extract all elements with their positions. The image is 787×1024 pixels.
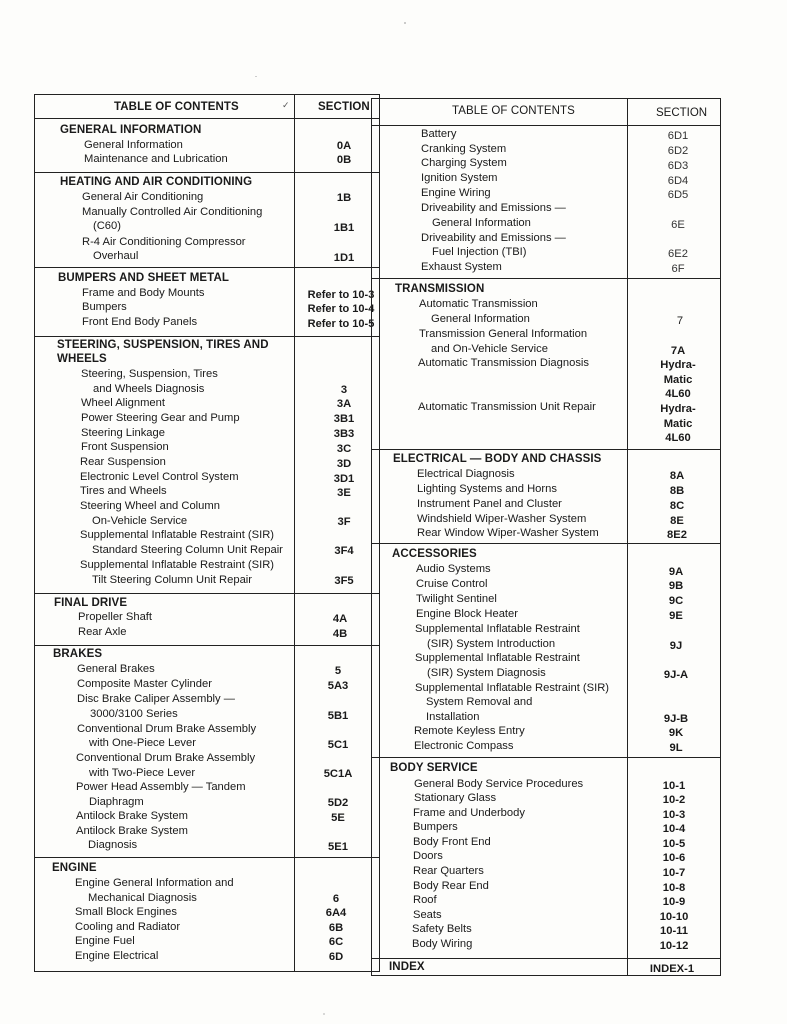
toc-entry-section: 9B — [668, 580, 684, 592]
toc-entry-label: Power Head Assembly — Tandem — [76, 781, 246, 793]
toc-entry-label: General Air Conditioning — [82, 191, 204, 203]
toc-entry-section-cont: 4L60 — [665, 388, 691, 400]
toc-entry-section: 8A — [669, 470, 685, 482]
toc-entry-label: Electronic Compass — [414, 740, 514, 752]
toc-entry-label: Steering Wheel and Column — [80, 500, 220, 512]
toc-entry-label: Doors — [413, 850, 443, 862]
toc-entry-label: Antilock Brake System — [76, 825, 188, 837]
toc-entry-label: Steering, Suspension, Tires — [81, 368, 218, 380]
toc-entry-section-cont: 4L60 — [665, 432, 691, 444]
toc-entry-section: 3D1 — [333, 473, 355, 485]
toc-entry-section: 0A — [336, 140, 352, 152]
toc-entry-section: 10-5 — [662, 838, 686, 850]
toc-entry-section: 6D5 — [667, 189, 689, 201]
toc-entry-section: 6D3 — [667, 160, 689, 172]
toc-entry-section: Hydra- — [660, 403, 696, 415]
toc-entry-label: General Information — [84, 139, 183, 151]
toc-entry-section: Refer to 10-4 — [307, 303, 375, 315]
toc-entry-label: Seats — [413, 909, 442, 921]
left-rule-bumpers — [34, 267, 380, 268]
toc-entry-section: 3F — [337, 516, 351, 528]
toc-entry-label: Tires and Wheels — [80, 485, 167, 497]
toc-entry-section: 6F — [671, 263, 685, 275]
toc-entry-section: 6D4 — [667, 175, 689, 187]
index-section: INDEX-1 — [649, 963, 695, 975]
toc-entry-section: 5 — [334, 665, 342, 677]
toc-entry-label: Charging System — [421, 157, 507, 169]
toc-entry-label: Audio Systems — [416, 563, 491, 575]
right-rule-electrical — [371, 449, 721, 450]
toc-entry-section: 3B3 — [333, 428, 355, 440]
toc-entry-label-cont: Diagnosis — [88, 839, 138, 851]
toc-entry-section: 9A — [668, 566, 684, 578]
toc-entry-section: 5E — [331, 812, 345, 824]
toc-entry-label: Rear Suspension — [80, 456, 166, 468]
toc-entry-section: 9K — [668, 727, 684, 739]
toc-entry-label: Cranking System — [421, 143, 507, 155]
toc-entry-label-cont: (C60) — [93, 220, 121, 232]
toc-entry-label: Safety Belts — [412, 923, 472, 935]
toc-entry-section: 5A3 — [327, 680, 349, 692]
toc-entry-label: Supplemental Inflatable Restraint (SIR) — [415, 682, 610, 694]
right-rule-index — [371, 958, 721, 959]
toc-entry-label: Windshield Wiper-Washer System — [417, 513, 587, 525]
toc-entry-section: 10-2 — [662, 794, 686, 806]
toc-entry-label: Engine Electrical — [75, 950, 159, 962]
toc-entry-section: 8B — [669, 485, 685, 497]
toc-entry-section: 10-4 — [662, 823, 686, 835]
toc-entry-label: Engine Fuel — [75, 935, 135, 947]
toc-entry-label: General Brakes — [77, 663, 155, 675]
toc-entry-label-cont: with Two-Piece Lever — [89, 767, 196, 779]
toc-entry-label: Remote Keyless Entry — [414, 725, 525, 737]
toc-entry-label: Ignition System — [421, 172, 498, 184]
toc-entry-label-cont: Tilt Steering Column Unit Repair — [92, 574, 253, 586]
toc-entry-section: 6A4 — [325, 907, 347, 919]
toc-entry-section: 10-12 — [659, 940, 689, 952]
left-header-rule — [34, 118, 380, 119]
toc-entry-label: Conventional Drum Brake Assembly — [76, 752, 256, 764]
toc-entry-section: 6D2 — [667, 145, 689, 157]
toc-entry-section: 6E2 — [668, 248, 688, 260]
toc-entry-label: Frame and Underbody — [413, 807, 525, 819]
toc-entry-section: 4A — [332, 613, 348, 625]
toc-entry-section: 7A — [670, 345, 686, 357]
toc-entry-label: Stationary Glass — [414, 792, 497, 804]
toc-entry-section: 9C — [668, 595, 684, 607]
toc-entry-label: Frame and Body Mounts — [82, 287, 205, 299]
toc-entry-label-cont: 3000/3100 Series — [90, 708, 178, 720]
toc-entry-section: 9J-A — [663, 669, 689, 681]
section-title-engine: ENGINE — [52, 862, 97, 874]
toc-entry-label: Composite Master Cylinder — [77, 678, 212, 690]
toc-entry-label: Engine Block Heater — [416, 608, 518, 620]
toc-entry-section: Refer to 10-5 — [307, 318, 375, 330]
toc-entry-label: Roof — [413, 894, 437, 906]
toc-entry-label: Rear Axle — [78, 626, 127, 638]
scan-speck — [255, 76, 257, 77]
toc-entry-label: Twilight Sentinel — [416, 593, 497, 605]
toc-entry-label: Electronic Level Control System — [80, 471, 239, 483]
toc-entry-label: Automatic Transmission Unit Repair — [418, 401, 596, 413]
toc-entry-label-cont: Installation — [426, 711, 480, 723]
toc-entry-section: 9L — [669, 742, 683, 754]
toc-entry-label: Engine General Information and — [75, 877, 234, 889]
toc-entry-section: 8E2 — [667, 529, 687, 541]
toc-entry-section: 3 — [340, 384, 348, 396]
right-header-rule — [371, 125, 721, 126]
toc-entry-section: Refer to 10-3 — [307, 289, 375, 301]
toc-entry-section: 9J — [669, 640, 683, 652]
section-title-accessories: ACCESSORIES — [392, 548, 477, 560]
toc-entry-label: Supplemental Inflatable Restraint — [415, 623, 580, 635]
toc-entry-section: 3D — [336, 458, 352, 470]
toc-entry-label: Manually Controlled Air Conditioning — [82, 206, 263, 218]
right-section-header: SECTION — [656, 107, 708, 119]
toc-entry-label: Cooling and Radiator — [75, 921, 181, 933]
toc-entry-label: Supplemental Inflatable Restraint (SIR) — [80, 559, 275, 571]
left-rule-engine — [34, 857, 380, 858]
toc-entry-section: 3C — [336, 443, 352, 455]
toc-entry-label: Bumpers — [413, 821, 458, 833]
index-label: INDEX — [389, 961, 425, 973]
toc-entry-label: Disc Brake Caliper Assembly — — [77, 693, 235, 705]
toc-entry-section: 1B — [336, 192, 352, 204]
toc-entry-label: Steering Linkage — [81, 427, 165, 439]
section-title-electrical: ELECTRICAL — BODY AND CHASSIS — [393, 453, 602, 465]
toc-entry-section: 6 — [332, 893, 340, 905]
toc-entry-section: 4B — [332, 628, 348, 640]
toc-entry-label: Propeller Shaft — [78, 611, 153, 623]
toc-entry-section: 3F5 — [334, 575, 354, 587]
toc-entry-section: 6B — [328, 922, 344, 934]
toc-entry-label: Engine Wiring — [421, 187, 491, 199]
toc-entry-label: Supplemental Inflatable Restraint — [415, 652, 580, 664]
section-title-general-information: GENERAL INFORMATION — [60, 124, 202, 136]
toc-entry-label: Antilock Brake System — [76, 810, 188, 822]
left-rule-brakes — [34, 645, 380, 646]
toc-entry-section: 10-1 — [662, 780, 686, 792]
toc-entry-label: Front End Body Panels — [82, 316, 198, 328]
toc-entry-section: 6C — [328, 936, 344, 948]
toc-entry-section: 5D2 — [327, 797, 349, 809]
toc-entry-section: 9E — [669, 610, 683, 622]
right-toc-header: TABLE OF CONTENTS — [452, 105, 575, 117]
toc-entry-section: 10-3 — [662, 809, 686, 821]
toc-entry-label: Rear Quarters — [413, 865, 484, 877]
scan-speck — [404, 22, 406, 24]
toc-entry-label: Front Suspension — [81, 441, 169, 453]
toc-entry-section: Hydra- — [660, 359, 696, 371]
toc-entry-section: 0B — [336, 154, 352, 166]
toc-entry-section: 10-11 — [660, 925, 688, 937]
toc-entry-label: Automatic Transmission Diagnosis — [418, 357, 589, 369]
toc-entry-label: Conventional Drum Brake Assembly — [77, 723, 257, 735]
toc-entry-section: 7 — [676, 315, 684, 327]
toc-entry-label-cont: Fuel Injection (TBI) — [432, 246, 527, 258]
toc-entry-section: 5C1 — [327, 739, 349, 751]
toc-entry-label: Automatic Transmission — [419, 298, 538, 310]
left-rule-heating — [34, 172, 380, 173]
toc-entry-section: 10-8 — [662, 882, 686, 894]
toc-entry-label-cont: On-Vehicle Service — [92, 515, 188, 527]
section-title-transmission: TRANSMISSION — [395, 283, 485, 295]
toc-entry-section: 6D — [328, 951, 344, 963]
toc-entry-section: 1B1 — [333, 222, 355, 234]
checkmark-icon: ✓ — [282, 100, 290, 110]
toc-entry-label-cont: Mechanical Diagnosis — [88, 892, 197, 904]
toc-entry-label-cont: System Removal and — [426, 696, 533, 708]
scan-speck — [323, 1013, 325, 1015]
right-rule-accessories — [371, 543, 721, 544]
section-title-steering-cont: WHEELS — [57, 353, 107, 365]
toc-entry-label: R-4 Air Conditioning Compressor — [82, 236, 246, 248]
toc-entry-label: Bumpers — [82, 301, 127, 313]
toc-entry-section: 9J-B — [663, 713, 689, 725]
toc-entry-label: Maintenance and Lubrication — [84, 153, 228, 165]
toc-entry-section: 3A — [336, 398, 352, 410]
toc-entry-section: 1D1 — [333, 252, 355, 264]
section-title-body-service: BODY SERVICE — [390, 762, 478, 774]
toc-entry-label-cont: Standard Steering Column Unit Repair — [92, 544, 283, 556]
toc-entry-label-cont: Overhaul — [93, 250, 139, 262]
left-section-header: SECTION — [318, 101, 370, 113]
section-title-bumpers: BUMPERS AND SHEET METAL — [58, 272, 229, 284]
toc-entry-label: Driveability and Emissions — — [421, 232, 566, 244]
toc-entry-section: 8E — [670, 515, 684, 527]
left-toc-header: TABLE OF CONTENTS — [114, 101, 239, 113]
toc-entry-section: 3E — [337, 487, 351, 499]
toc-entry-label-cont: with One-Piece Lever — [89, 737, 196, 749]
toc-entry-label-cont: General Information — [431, 313, 530, 325]
toc-entry-label: Small Block Engines — [75, 906, 177, 918]
toc-entry-section: 5C1A — [323, 768, 353, 780]
toc-entry-label-cont: (SIR) System Diagnosis — [427, 667, 546, 679]
toc-entry-label-cont: General Information — [432, 217, 531, 229]
toc-entry-label: Battery — [421, 128, 457, 140]
toc-entry-section: 6E — [671, 219, 685, 231]
toc-entry-section: 6D1 — [667, 130, 689, 142]
toc-entry-label: Driveability and Emissions — — [421, 202, 566, 214]
toc-entry-label: Rear Window Wiper-Washer System — [417, 527, 599, 539]
section-title-steering: STEERING, SUSPENSION, TIRES AND — [57, 339, 269, 351]
toc-entry-label: Electrical Diagnosis — [417, 468, 515, 480]
toc-entry-label: Body Front End — [413, 836, 491, 848]
toc-entry-label-cont: and Wheels Diagnosis — [93, 383, 205, 395]
section-title-brakes: BRAKES — [53, 648, 103, 660]
toc-entry-section: 3B1 — [333, 413, 355, 425]
toc-entry-label: Cruise Control — [416, 578, 488, 590]
toc-entry-label: Wheel Alignment — [81, 397, 165, 409]
toc-entry-section: 5B1 — [327, 710, 349, 722]
toc-entry-label: Body Wiring — [412, 938, 473, 950]
toc-entry-label: Exhaust System — [421, 261, 502, 273]
toc-entry-label: Transmission General Information — [419, 328, 588, 340]
toc-entry-label: Lighting Systems and Horns — [417, 483, 557, 495]
toc-entry-section: 8C — [669, 500, 685, 512]
toc-entry-section: 5E1 — [328, 841, 348, 853]
toc-entry-section: 3F4 — [334, 545, 354, 557]
toc-entry-label: Supplemental Inflatable Restraint (SIR) — [80, 529, 275, 541]
toc-entry-section-cont: Matic — [663, 374, 693, 386]
toc-entry-label-cont: Diaphragm — [89, 796, 144, 808]
toc-entry-label: Instrument Panel and Cluster — [417, 498, 562, 510]
toc-entry-section: 10-6 — [662, 852, 686, 864]
toc-entry-label: General Body Service Procedures — [414, 778, 584, 790]
section-title-heating: HEATING AND AIR CONDITIONING — [60, 176, 253, 188]
toc-entry-label: Body Rear End — [413, 880, 489, 892]
toc-entry-section: 10-10 — [659, 911, 689, 923]
right-rule-transmission — [371, 278, 721, 279]
toc-entry-section-cont: Matic — [663, 418, 693, 430]
toc-entry-label-cont: and On-Vehicle Service — [431, 343, 548, 355]
toc-entry-section: 10-7 — [662, 867, 686, 879]
toc-entry-label-cont: (SIR) System Introduction — [427, 638, 556, 650]
left-rule-steering — [34, 336, 380, 337]
toc-entry-section: 10-9 — [662, 896, 686, 908]
right-rule-body-service — [371, 757, 721, 758]
left-rule-final-drive — [34, 593, 380, 594]
section-title-final-drive: FINAL DRIVE — [54, 597, 128, 609]
toc-entry-label: Power Steering Gear and Pump — [81, 412, 240, 424]
